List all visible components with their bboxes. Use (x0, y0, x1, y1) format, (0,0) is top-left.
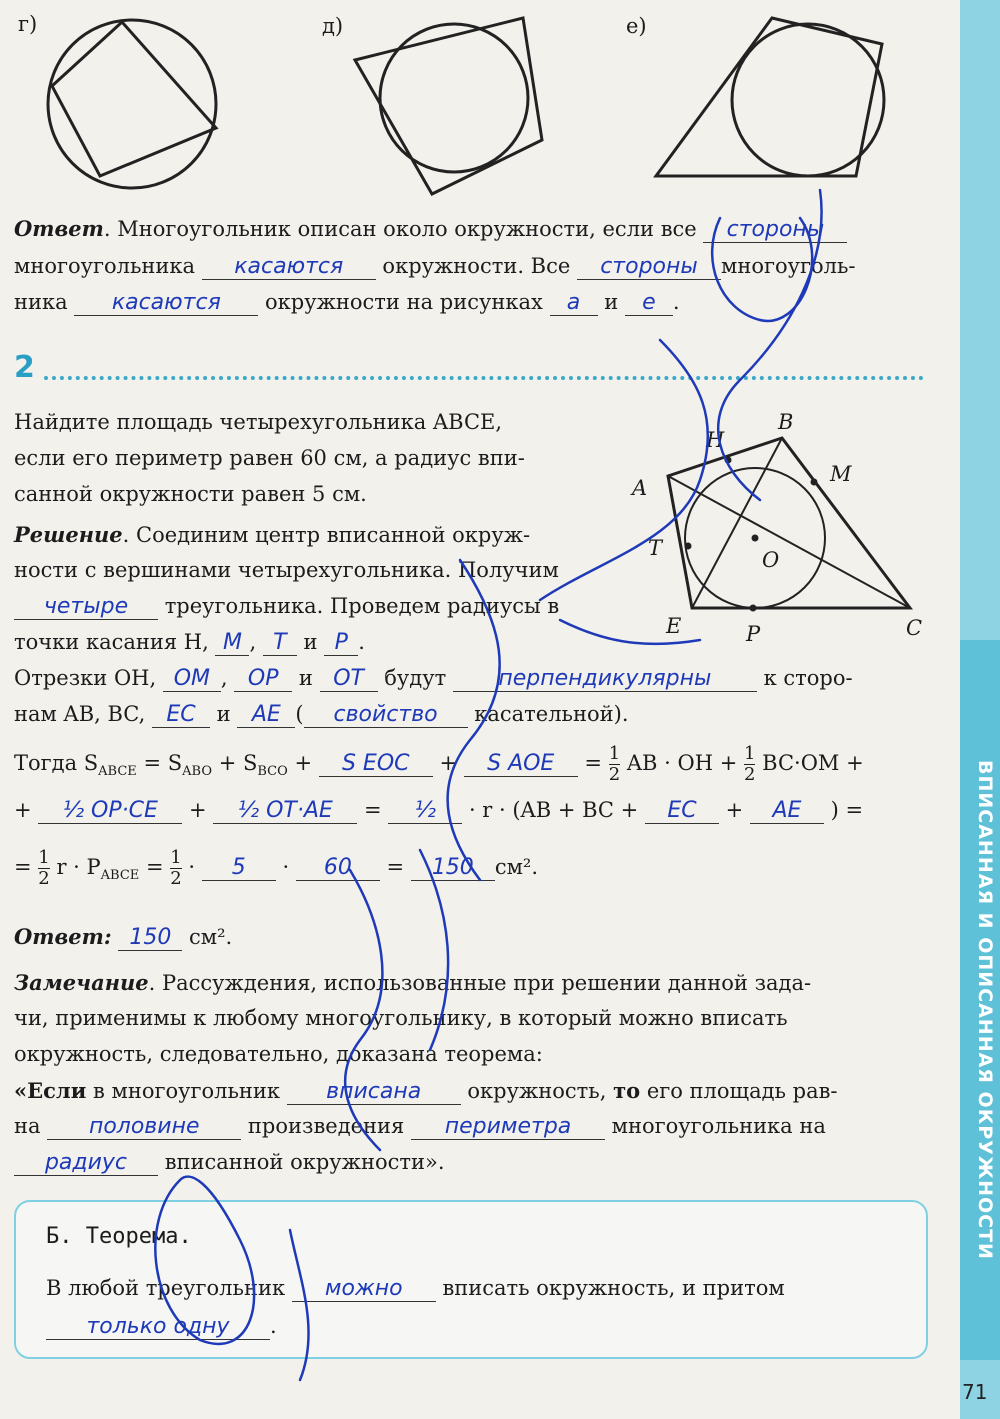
solution-line4: точки касания H, M , T и P . (14, 630, 365, 655)
solution-line5: Отрезки OH, OM , OP и OT будут перпендикулярны к сторо- (14, 666, 853, 691)
figure-label-d: д) (322, 14, 344, 38)
solution-line8: + ½ OP·CE + ½ OT·AE = ½ · r · (AB + BC + EC + AE ) = (14, 798, 864, 823)
task2-line2: если его периметр равен 60 см, а радиус впи- (14, 446, 525, 470)
solution-line6: нам AB, BC, EC и AE ( свойство касательной). (14, 702, 629, 727)
label-C: C (906, 616, 923, 640)
solution-line1: Решение. Соединим центр вписанной окруж- (14, 522, 531, 547)
sidebar-title: ВПИСАННАЯ И ОПИСАННАЯ ОКРУЖНОСТИ (974, 760, 996, 1260)
solution-line7: Тогда $S_{ABCE} = S_{ABO} + S_{BCO} + S$ EOC + S AOE = $\frac{1}{2}$ AB · OH + $\frac{1}{2} BC\cdot OM$ + (14, 743, 864, 785)
answer1-line3: ника касаются окружности на рисунках а и е . (14, 290, 680, 315)
remark-line2: чи, применимы к любому многоугольнику, в который можно вписать (14, 1006, 788, 1030)
remark-line6: радиус вписанной окружности». (14, 1150, 445, 1176)
label-O: O (762, 548, 780, 572)
solution-line3: четыре треугольника. Проведем радиусы в (14, 594, 559, 620)
label-P: P (746, 622, 761, 646)
answer2-line: Ответ: 150 см². (14, 924, 233, 950)
page-number: 71 (962, 1380, 988, 1404)
remark-line4: «Если в многоугольник вписана окружность, то его площадь рав- (14, 1078, 838, 1104)
figure-label-g: г) (18, 12, 38, 36)
solution-line2: ности с вершинами четырехугольника. Получим (14, 558, 559, 582)
answer1-line2: многоугольника касаются окружности. Все стороны многоуголь- (14, 254, 856, 279)
remark-line1: Замечание. Рассуждения, использованные при решении данной зада- (14, 970, 812, 995)
theorem-line2: только одну . (46, 1314, 277, 1340)
solution-line9: = $\frac{1}{2}$ $r \cdot P_{ABCE} = \frac{1}{2} \cdot 5 \cdot 60 = 150$ см². (14, 847, 539, 889)
theorem-line1: В любой треугольник можно вписать окружность, и притом (46, 1276, 785, 1301)
remark-line3: окружность, следовательно, доказана теорема: (14, 1042, 543, 1066)
label-T: T (648, 536, 663, 560)
theorem-title: Б. Теорема. (46, 1224, 192, 1249)
label-H: H (706, 428, 725, 452)
answer1-line1: Ответ. Многоугольник описан около окружности, если все стороны (14, 216, 847, 243)
label-B: B (778, 410, 794, 434)
label-A: A (632, 476, 648, 500)
remark-line5: на половине произведения периметра многоугольника на (14, 1114, 826, 1139)
task2-line3: санной окружности равен 5 см. (14, 482, 367, 506)
label-M: M (830, 462, 852, 486)
figure-label-e: е) (626, 14, 647, 38)
task2-line1: Найдите площадь четырехугольника ABCE, (14, 410, 503, 434)
label-E: E (666, 614, 682, 638)
task-number: 2 (14, 350, 35, 385)
